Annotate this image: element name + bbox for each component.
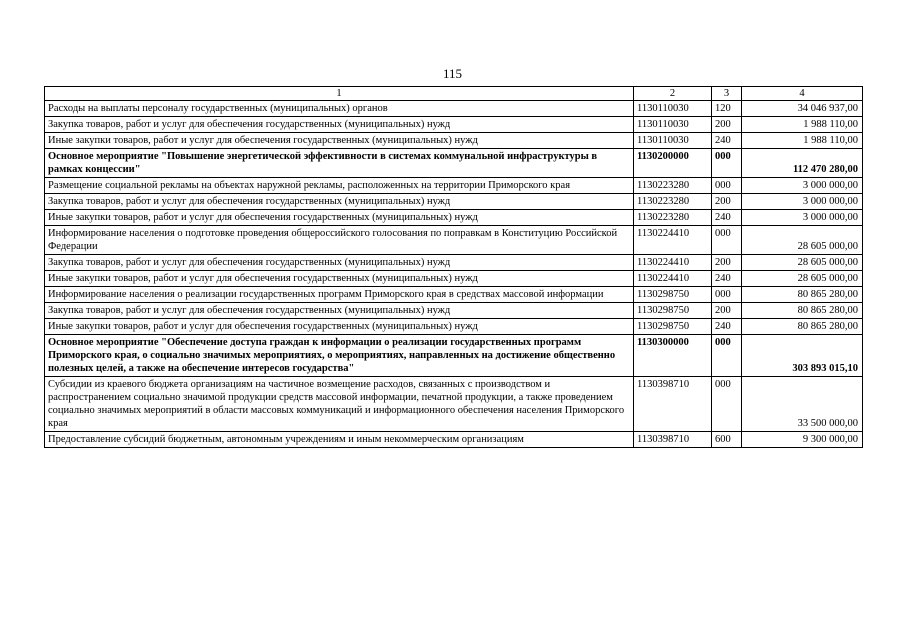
table-row [45,210,863,226]
page-number: 115 [442,66,463,81]
row-name-cell: Информирование населения о подготовке проведения общероссийского голосования по поправкам в Конституцию Российской Федерации [45,226,634,255]
row-code-cell: 1130200000 [634,149,712,178]
row-type-cell: 240 [712,210,742,226]
row-amount-cell: 3 000 000,00 [742,210,863,226]
table-row [45,226,863,255]
row-type-cell: 000 [712,335,742,377]
row-code-cell: 1130300000 [634,335,712,377]
table-row [45,101,863,117]
row-amount-cell: 1 988 110,00 [742,133,863,149]
row-amount-cell: 3 000 000,00 [742,178,863,194]
row-code-cell: 1130298750 [634,303,712,319]
row-type-cell: 200 [712,117,742,133]
row-amount-cell: 34 046 937,00 [742,101,863,117]
row-type-cell: 200 [712,194,742,210]
row-amount-cell: 28 605 000,00 [742,255,863,271]
row-name-cell: Размещение социальной рекламы на объектах наружной рекламы, расположенных на территории Приморского края [45,178,634,194]
row-name-cell: Закупка товаров, работ и услуг для обеспечения государственных (муниципальных) нужд [45,303,634,319]
table-header-row [45,87,863,101]
row-type-cell: 000 [712,178,742,194]
row-type-cell: 200 [712,255,742,271]
table-row [45,149,863,178]
table-row [45,335,863,377]
row-name-cell: Предоставление субсидий бюджетным, автономным учреждениям и иным некоммерческим организациям [45,432,634,448]
table-row [45,287,863,303]
row-amount-cell: 3 000 000,00 [742,194,863,210]
table-row [45,178,863,194]
row-code-cell: 1130110030 [634,117,712,133]
table-row [45,432,863,448]
row-name-cell: Иные закупки товаров, работ и услуг для обеспечения государственных (муниципальных) нужд [45,271,634,287]
row-type-cell: 240 [712,271,742,287]
row-amount-cell: 1 988 110,00 [742,117,863,133]
row-amount-cell: 9 300 000,00 [742,432,863,448]
table-row [45,117,863,133]
row-amount-cell: 28 605 000,00 [742,226,863,255]
row-amount-cell: 28 605 000,00 [742,271,863,287]
row-amount-cell: 33 500 000,00 [742,377,863,432]
table-row [45,377,863,432]
row-name-cell: Основное мероприятие "Обеспечение доступа граждан к информации о реализации государственных программ Приморского края, о социально значимых мероприятиях, о мероприятиях, направленных на достижение общественно полезных целей, а также на обеспечение интересов государства" [45,335,634,377]
row-amount-cell: 80 865 280,00 [742,303,863,319]
row-name-cell: Иные закупки товаров, работ и услуг для обеспечения государственных (муниципальных) нужд [45,210,634,226]
row-code-cell: 1130224410 [634,226,712,255]
row-code-cell: 1130110030 [634,101,712,117]
row-code-cell: 1130223280 [634,210,712,226]
row-name-cell: Расходы на выплаты персоналу государственных (муниципальных) органов [45,101,634,117]
row-amount-cell: 80 865 280,00 [742,319,863,335]
row-code-cell: 1130110030 [634,133,712,149]
table-body [45,101,863,448]
table-row [45,319,863,335]
header-col-3: 3 [712,87,742,101]
row-code-cell: 1130398710 [634,377,712,432]
row-name-cell: Субсидии из краевого бюджета организациям на частичное возмещение расходов, связанных с производством и распространением социально значимой продукции средств массовой информации, печатной продукции, а также проведением социально значимых мероприятий в области массовых коммуникаций и информационного обеспечения населения Приморского края [45,377,634,432]
row-type-cell: 000 [712,226,742,255]
row-code-cell: 1130398710 [634,432,712,448]
row-amount-cell: 303 893 015,10 [742,335,863,377]
row-type-cell: 200 [712,303,742,319]
row-code-cell: 1130223280 [634,178,712,194]
row-type-cell: 240 [712,133,742,149]
row-name-cell: Основное мероприятие "Повышение энергетической эффективности в системах коммунальной инфраструктуры в рамках концессии" [45,149,634,178]
row-type-cell: 000 [712,149,742,178]
row-name-cell: Закупка товаров, работ и услуг для обеспечения государственных (муниципальных) нужд [45,194,634,210]
row-name-cell: Закупка товаров, работ и услуг для обеспечения государственных (муниципальных) нужд [45,117,634,133]
budget-table [44,86,863,448]
row-type-cell: 000 [712,377,742,432]
row-code-cell: 1130224410 [634,255,712,271]
row-amount-cell: 112 470 280,00 [742,149,863,178]
row-code-cell: 1130223280 [634,194,712,210]
row-name-cell: Иные закупки товаров, работ и услуг для обеспечения государственных (муниципальных) нужд [45,319,634,335]
table-row [45,303,863,319]
table-row [45,133,863,149]
row-code-cell: 1130298750 [634,319,712,335]
row-code-cell: 1130298750 [634,287,712,303]
row-type-cell: 120 [712,101,742,117]
table-row [45,194,863,210]
row-name-cell: Иные закупки товаров, работ и услуг для обеспечения государственных (муниципальных) нужд [45,133,634,149]
row-amount-cell: 80 865 280,00 [742,287,863,303]
row-code-cell: 1130224410 [634,271,712,287]
row-name-cell: Закупка товаров, работ и услуг для обеспечения государственных (муниципальных) нужд [45,255,634,271]
row-type-cell: 600 [712,432,742,448]
table-row [45,255,863,271]
table-row [45,271,863,287]
row-name-cell: Информирование населения о реализации государственных программ Приморского края в средствах массовой информации [45,287,634,303]
header-col-2: 2 [634,87,712,101]
row-type-cell: 240 [712,319,742,335]
header-col-1: 1 [45,87,634,101]
row-type-cell: 000 [712,287,742,303]
header-col-4: 4 [742,87,863,101]
